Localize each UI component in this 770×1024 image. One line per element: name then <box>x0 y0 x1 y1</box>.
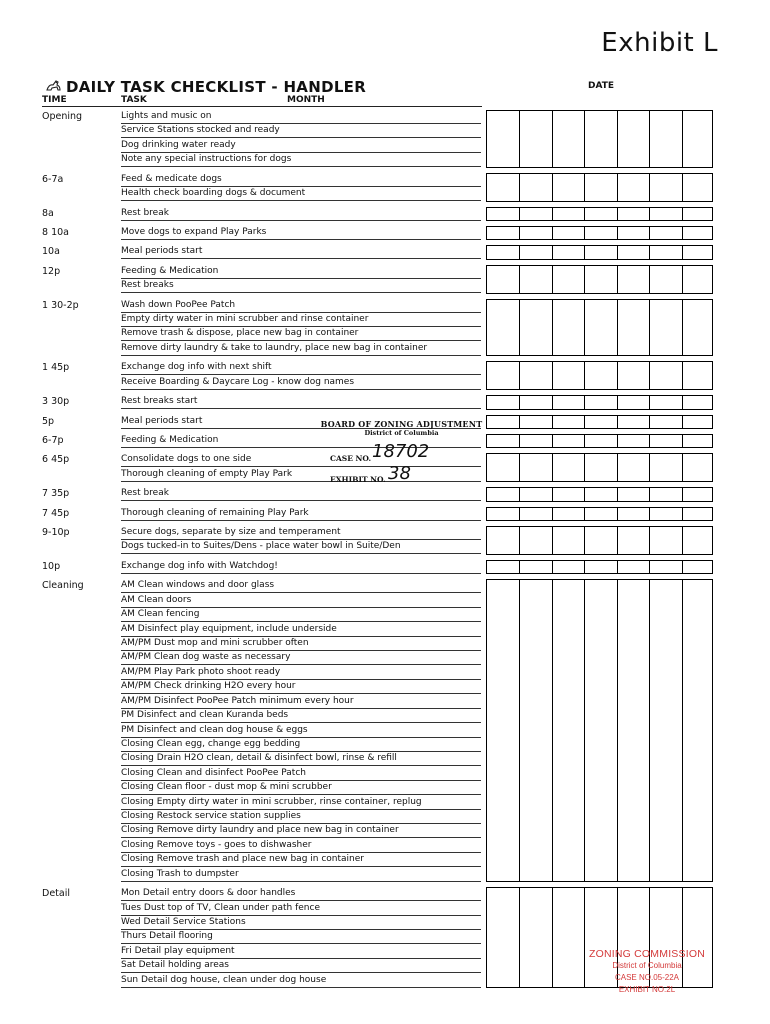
checklist-group <box>0 173 770 202</box>
grid-column-line <box>519 508 520 520</box>
time-slot: 8a <box>42 207 54 219</box>
grid-column-line <box>552 561 553 573</box>
grid-column-line <box>519 174 520 201</box>
grid-column-line <box>519 246 520 258</box>
grid-column-line <box>519 580 520 881</box>
date-checkbox-grid[interactable] <box>486 245 713 259</box>
task-item: Closing Remove trash and place new bag in container <box>121 853 481 867</box>
grid-column-line <box>649 488 650 500</box>
zc-stamp-title: ZONING COMMISSION <box>589 948 705 960</box>
task-item: AM/PM Play Park photo shoot ready <box>121 666 481 680</box>
task-item: Service Stations stocked and ready <box>121 124 481 138</box>
grid-column-line <box>552 508 553 520</box>
task-item: Exchange dog info with Watchdog! <box>121 560 481 574</box>
date-checkbox-grid[interactable] <box>486 415 713 429</box>
time-slot: 1 30-2p <box>42 299 79 311</box>
task-item: Thorough cleaning of empty Play Park <box>121 468 481 482</box>
zc-stamp-line2: CASE NO.05-22A <box>614 973 680 982</box>
grid-column-line <box>584 208 585 220</box>
task-item: Consolidate dogs to one side <box>121 453 481 467</box>
date-checkbox-grid[interactable] <box>486 560 713 574</box>
checklist-group <box>0 361 770 390</box>
grid-column-line <box>617 111 618 167</box>
checklist-group <box>0 110 770 168</box>
grid-column-line <box>649 580 650 881</box>
grid-column-line <box>617 508 618 520</box>
task-item: Health check boarding dogs & document <box>121 187 481 201</box>
grid-column-line <box>649 508 650 520</box>
grid-column-line <box>584 246 585 258</box>
grid-column-line <box>584 300 585 356</box>
checklist-group <box>0 207 770 221</box>
grid-column-line <box>584 580 585 881</box>
task-item: AM Clean doors <box>121 594 481 608</box>
header-task: TASK <box>121 95 147 105</box>
task-item: Note any special instructions for dogs <box>121 153 481 167</box>
task-item: Closing Clean egg, change egg bedding <box>121 738 481 752</box>
grid-column-line <box>519 266 520 293</box>
exhibit-label: Exhibit L <box>601 28 718 58</box>
grid-column-line <box>649 208 650 220</box>
grid-column-line <box>682 508 683 520</box>
task-item: AM/PM Disinfect PooPee Patch minimum every hour <box>121 695 481 709</box>
bza-stamp <box>314 419 489 484</box>
grid-column-line <box>682 111 683 167</box>
task-item: Meal periods start <box>121 245 481 259</box>
date-checkbox-grid[interactable] <box>486 526 713 555</box>
grid-column-line <box>649 561 650 573</box>
grid-column-line <box>649 396 650 408</box>
time-slot: 6-7p <box>42 434 64 446</box>
task-item: Feed & medicate dogs <box>121 173 481 187</box>
grid-column-line <box>649 111 650 167</box>
grid-column-line <box>682 488 683 500</box>
bza-case-label: CASE NO. <box>330 454 372 463</box>
task-item: Wed Detail Service Stations <box>121 916 481 930</box>
time-slot: 10a <box>42 246 60 258</box>
grid-column-line <box>682 561 683 573</box>
task-item: Remove trash & dispose, place new bag in container <box>121 327 481 341</box>
grid-column-line <box>519 111 520 167</box>
task-item: Meal periods start <box>121 415 481 429</box>
task-item: Tues Dust top of TV, Clean under path fence <box>121 902 481 916</box>
task-item: Sat Detail holding areas <box>121 959 481 973</box>
grid-column-line <box>519 561 520 573</box>
grid-column-line <box>552 227 553 239</box>
grid-column-line <box>617 561 618 573</box>
task-item: Dogs tucked-in to Suites/Dens - place water bowl in Suite/Den <box>121 540 481 554</box>
grid-column-line <box>584 362 585 389</box>
task-item: Closing Remove toys - goes to dishwasher <box>121 839 481 853</box>
grid-column-line <box>617 246 618 258</box>
zoning-commission-stamp <box>586 948 708 996</box>
grid-column-line <box>682 246 683 258</box>
grid-column-line <box>682 208 683 220</box>
grid-column-line <box>552 416 553 428</box>
grid-column-line <box>617 208 618 220</box>
grid-column-line <box>682 266 683 293</box>
date-checkbox-grid[interactable] <box>486 453 713 482</box>
grid-column-line <box>552 111 553 167</box>
time-slot: 7 35p <box>42 488 70 500</box>
checklist-group <box>0 226 770 240</box>
time-slot: 8 10a <box>42 226 69 238</box>
grid-column-line <box>519 454 520 481</box>
task-item: Sun Detail dog house, clean under dog house <box>121 974 481 988</box>
checklist-group <box>0 245 770 259</box>
grid-column-line <box>584 111 585 167</box>
grid-column-line <box>649 266 650 293</box>
date-checkbox-grid[interactable] <box>486 434 713 448</box>
grid-column-line <box>649 362 650 389</box>
grid-column-line <box>584 416 585 428</box>
grid-column-line <box>617 488 618 500</box>
bza-case-number: 18702 <box>372 441 430 462</box>
grid-column-line <box>682 416 683 428</box>
checklist-group <box>0 560 770 574</box>
task-item: AM Clean windows and door glass <box>121 579 481 593</box>
time-slot: 7 45p <box>42 507 70 519</box>
grid-column-line <box>649 246 650 258</box>
time-slot: Cleaning <box>42 580 84 592</box>
grid-column-line <box>552 888 553 987</box>
date-checkbox-grid[interactable] <box>486 110 713 168</box>
task-item: AM/PM Clean dog waste as necessary <box>121 651 481 665</box>
checklist-group <box>0 395 770 409</box>
time-slot: 6 45p <box>42 454 70 466</box>
header-month: MONTH <box>287 95 325 105</box>
task-item: Thurs Detail flooring <box>121 930 481 944</box>
grid-column-line <box>682 174 683 201</box>
grid-column-line <box>552 174 553 201</box>
grid-column-line <box>649 300 650 356</box>
grid-column-line <box>617 435 618 447</box>
bza-exhibit-number: 38 <box>388 463 411 484</box>
grid-column-line <box>584 396 585 408</box>
grid-column-line <box>519 488 520 500</box>
grid-column-line <box>617 580 618 881</box>
task-item: Wash down PooPee Patch <box>121 299 481 313</box>
grid-column-line <box>584 266 585 293</box>
grid-column-line <box>519 416 520 428</box>
grid-column-line <box>584 174 585 201</box>
grid-column-line <box>617 416 618 428</box>
date-checkbox-grid[interactable] <box>486 487 713 501</box>
zc-stamp-line3: EXHIBIT NO.2L <box>618 985 676 994</box>
task-item: Closing Trash to dumpster <box>121 868 481 882</box>
grid-column-line <box>649 416 650 428</box>
task-item: Closing Empty dirty water in mini scrubber, rinse container, replug <box>121 796 481 810</box>
checklist-group <box>0 487 770 501</box>
grid-column-line <box>617 227 618 239</box>
task-item: Exchange dog info with next shift <box>121 361 481 375</box>
grid-column-line <box>519 527 520 554</box>
task-item: Fri Detail play equipment <box>121 945 481 959</box>
grid-column-line <box>617 527 618 554</box>
task-item: Closing Clean floor - dust mop & mini scrubber <box>121 781 481 795</box>
task-item: Receive Boarding & Daycare Log - know dog names <box>121 376 481 390</box>
grid-column-line <box>519 435 520 447</box>
grid-column-line <box>649 527 650 554</box>
header-date: DATE <box>588 81 615 91</box>
date-checkbox-grid[interactable] <box>486 226 713 240</box>
task-item: Thorough cleaning of remaining Play Park <box>121 507 481 521</box>
grid-column-line <box>584 454 585 481</box>
task-item: Lights and music on <box>121 110 481 124</box>
checklist-group <box>0 507 770 521</box>
checklist-group <box>0 579 770 882</box>
grid-column-line <box>552 208 553 220</box>
date-checkbox-grid[interactable] <box>486 265 713 294</box>
grid-column-line <box>649 454 650 481</box>
grid-column-line <box>552 435 553 447</box>
grid-column-line <box>649 435 650 447</box>
task-item: Feeding & Medication <box>121 265 481 279</box>
grid-column-line <box>552 527 553 554</box>
grid-column-line <box>584 527 585 554</box>
task-item: Secure dogs, separate by size and temperament <box>121 526 481 540</box>
grid-column-line <box>519 300 520 356</box>
date-checkbox-grid[interactable] <box>486 507 713 521</box>
task-item: AM Disinfect play equipment, include underside <box>121 623 481 637</box>
checklist-group <box>0 526 770 555</box>
grid-column-line <box>519 396 520 408</box>
grid-column-line <box>617 174 618 201</box>
grid-column-line <box>649 227 650 239</box>
grid-column-line <box>617 396 618 408</box>
grid-column-line <box>552 580 553 881</box>
grid-column-line <box>682 454 683 481</box>
grid-column-line <box>682 527 683 554</box>
grid-column-line <box>682 362 683 389</box>
grid-column-line <box>552 488 553 500</box>
task-item: Feeding & Medication <box>121 434 481 448</box>
form-title-text: DAILY TASK CHECKLIST - HANDLER <box>66 78 367 96</box>
grid-column-line <box>552 396 553 408</box>
task-item: Rest breaks start <box>121 395 481 409</box>
zc-stamp-line1: District of Columbia <box>612 961 682 970</box>
time-slot: 9-10p <box>42 527 70 539</box>
task-item: PM Disinfect and clean dog house & eggs <box>121 724 481 738</box>
date-checkbox-grid[interactable] <box>486 395 713 409</box>
task-item: Rest break <box>121 487 481 501</box>
grid-column-line <box>649 174 650 201</box>
time-slot: 3 30p <box>42 396 70 408</box>
grid-column-line <box>584 435 585 447</box>
bza-stamp-title: BOARD OF ZONING ADJUSTMENT <box>320 419 483 429</box>
task-item: AM Clean fencing <box>121 608 481 622</box>
task-item: Closing Restock service station supplies <box>121 810 481 824</box>
grid-column-line <box>552 454 553 481</box>
grid-column-line <box>519 888 520 987</box>
task-item: PM Disinfect and clean Kuranda beds <box>121 709 481 723</box>
grid-column-line <box>584 227 585 239</box>
task-item: Rest break <box>121 207 481 221</box>
header-time: TIME <box>42 95 67 105</box>
time-slot: 5p <box>42 415 55 427</box>
grid-column-line <box>617 266 618 293</box>
grid-column-line <box>682 227 683 239</box>
date-checkbox-grid[interactable] <box>486 579 713 882</box>
time-slot: 1 45p <box>42 362 70 374</box>
time-slot: 6-7a <box>42 173 64 185</box>
grid-column-line <box>617 300 618 356</box>
grid-column-line <box>519 227 520 239</box>
date-checkbox-grid[interactable] <box>486 361 713 390</box>
task-item: Mon Detail entry doors & door handles <box>121 887 481 901</box>
bza-stamp-subtitle: District of Columbia <box>364 429 439 437</box>
task-item: Dog drinking water ready <box>121 139 481 153</box>
task-item: AM/PM Dust mop and mini scrubber often <box>121 637 481 651</box>
date-checkbox-grid[interactable] <box>486 173 713 202</box>
grid-column-line <box>682 435 683 447</box>
grid-column-line <box>519 208 520 220</box>
grid-column-line <box>617 362 618 389</box>
grid-column-line <box>584 488 585 500</box>
time-slot: Opening <box>42 111 83 122</box>
grid-column-line <box>584 508 585 520</box>
time-slot: 10p <box>42 560 61 572</box>
grid-column-line <box>552 246 553 258</box>
task-item: Closing Clean and disinfect PooPee Patch <box>121 767 481 781</box>
task-item: Closing Remove dirty laundry and place new bag in container <box>121 824 481 838</box>
task-item: Empty dirty water in mini scrubber and rinse container <box>121 313 481 327</box>
grid-column-line <box>682 396 683 408</box>
grid-column-line <box>552 266 553 293</box>
task-item: Move dogs to expand Play Parks <box>121 226 481 240</box>
grid-column-line <box>584 561 585 573</box>
grid-column-line <box>617 454 618 481</box>
checklist-group <box>0 299 770 357</box>
date-checkbox-grid[interactable] <box>486 299 713 357</box>
checklist-group <box>0 265 770 294</box>
task-item: Closing Drain H2O clean, detail & disinfect bowl, rinse & refill <box>121 752 481 766</box>
grid-column-line <box>519 362 520 389</box>
bza-exhibit-label: EXHIBIT NO. <box>330 475 386 484</box>
grid-column-line <box>682 300 683 356</box>
grid-column-line <box>552 300 553 356</box>
time-slot: 12p <box>42 265 61 277</box>
task-item: Rest breaks <box>121 279 481 293</box>
grid-column-line <box>552 362 553 389</box>
date-checkbox-grid[interactable] <box>486 207 713 221</box>
time-slot: Detail <box>42 888 70 900</box>
task-item: AM/PM Check drinking H2O every hour <box>121 680 481 694</box>
task-item: Remove dirty laundry & take to laundry, place new bag in container <box>121 342 481 356</box>
grid-column-line <box>682 580 683 881</box>
